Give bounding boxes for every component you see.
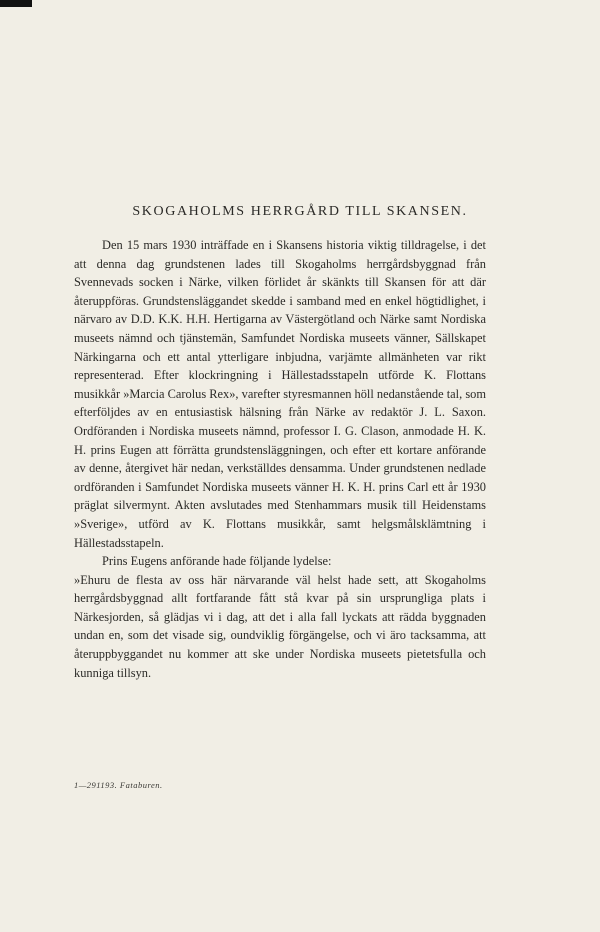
print-footer: 1—291193. Fataburen. — [74, 780, 163, 790]
article-body — [74, 236, 486, 682]
scan-corner-mark — [0, 0, 32, 7]
speech-quote: »Ehuru de flesta av oss här närvarande väl helst hade sett, att Skogaholms herrgårdsbyggnad allt fortfarande fått stå kvar på sin ursprungliga plats i Närkesjorden, så glädjas vi i dag, att det i alla fall lyckats att rädda byggnaden undan en, som det visade sig, oundviklig förgängelse, och vi äro tacksamma, att återuppbyggandet nu kommer att ske under Nordiska museets pietetsfulla och kunniga tillsyn. — [74, 572, 486, 680]
page-title: SKOGAHOLMS HERRGÅRD TILL SKANSEN. — [132, 204, 468, 219]
paragraph-intro-speech: Prins Eugens anförande hade följande lydelse: — [102, 554, 332, 569]
paragraph-main: Den 15 mars 1930 inträffade en i Skansens historia viktig tilldragelse, i det att denna dag grundstenen lades till Skogaholms herrgårdsbyggnad från Svennevads socken i Närke, vilken förlidet år skänkts till Skansen för att där återuppföras. Grundstensläggandet skedde i samband med en enkel högtidlighet, i närvaro av D.D. K.K. H.H. Hertigarna av Västergötland och Närke samt Nordiska museets nämnd och tjänstemän, Samfundet Nordiska museets vänner, Sällskapet Närkingarna och ett antal ytterligare inbjudna, varjämte allmänheten var rikt representerad. Efter klockringning i Hällestadsstapeln utförde K. Flottans musikkår »Marcia Carolus Rex», varefter styresmannen höll nedanstående tal, som efterföljdes av en entusiastisk hälsning från Närke av redaktör J. L. Saxon. Ordföranden i Nordiska museets nämnd, professor I. G. Clason, anmodade H. K. H. prins Eugen att förrätta grundstensläggningen, och efter ett kortare anförande av denne, återgivet här nedan, verkställdes densamma. Under grundstenen nedlade ordföranden i Samfundet Nordiska museets vänner H. K. H. prins Carl ett år 1930 präglat silvermynt. Akten avslutades med Stenhammars musik till Heidenstams »Sverige», utförd av K. Flottans musikkår, samt helgsmålsklämtning i Hällestadsstapeln. — [74, 238, 486, 550]
